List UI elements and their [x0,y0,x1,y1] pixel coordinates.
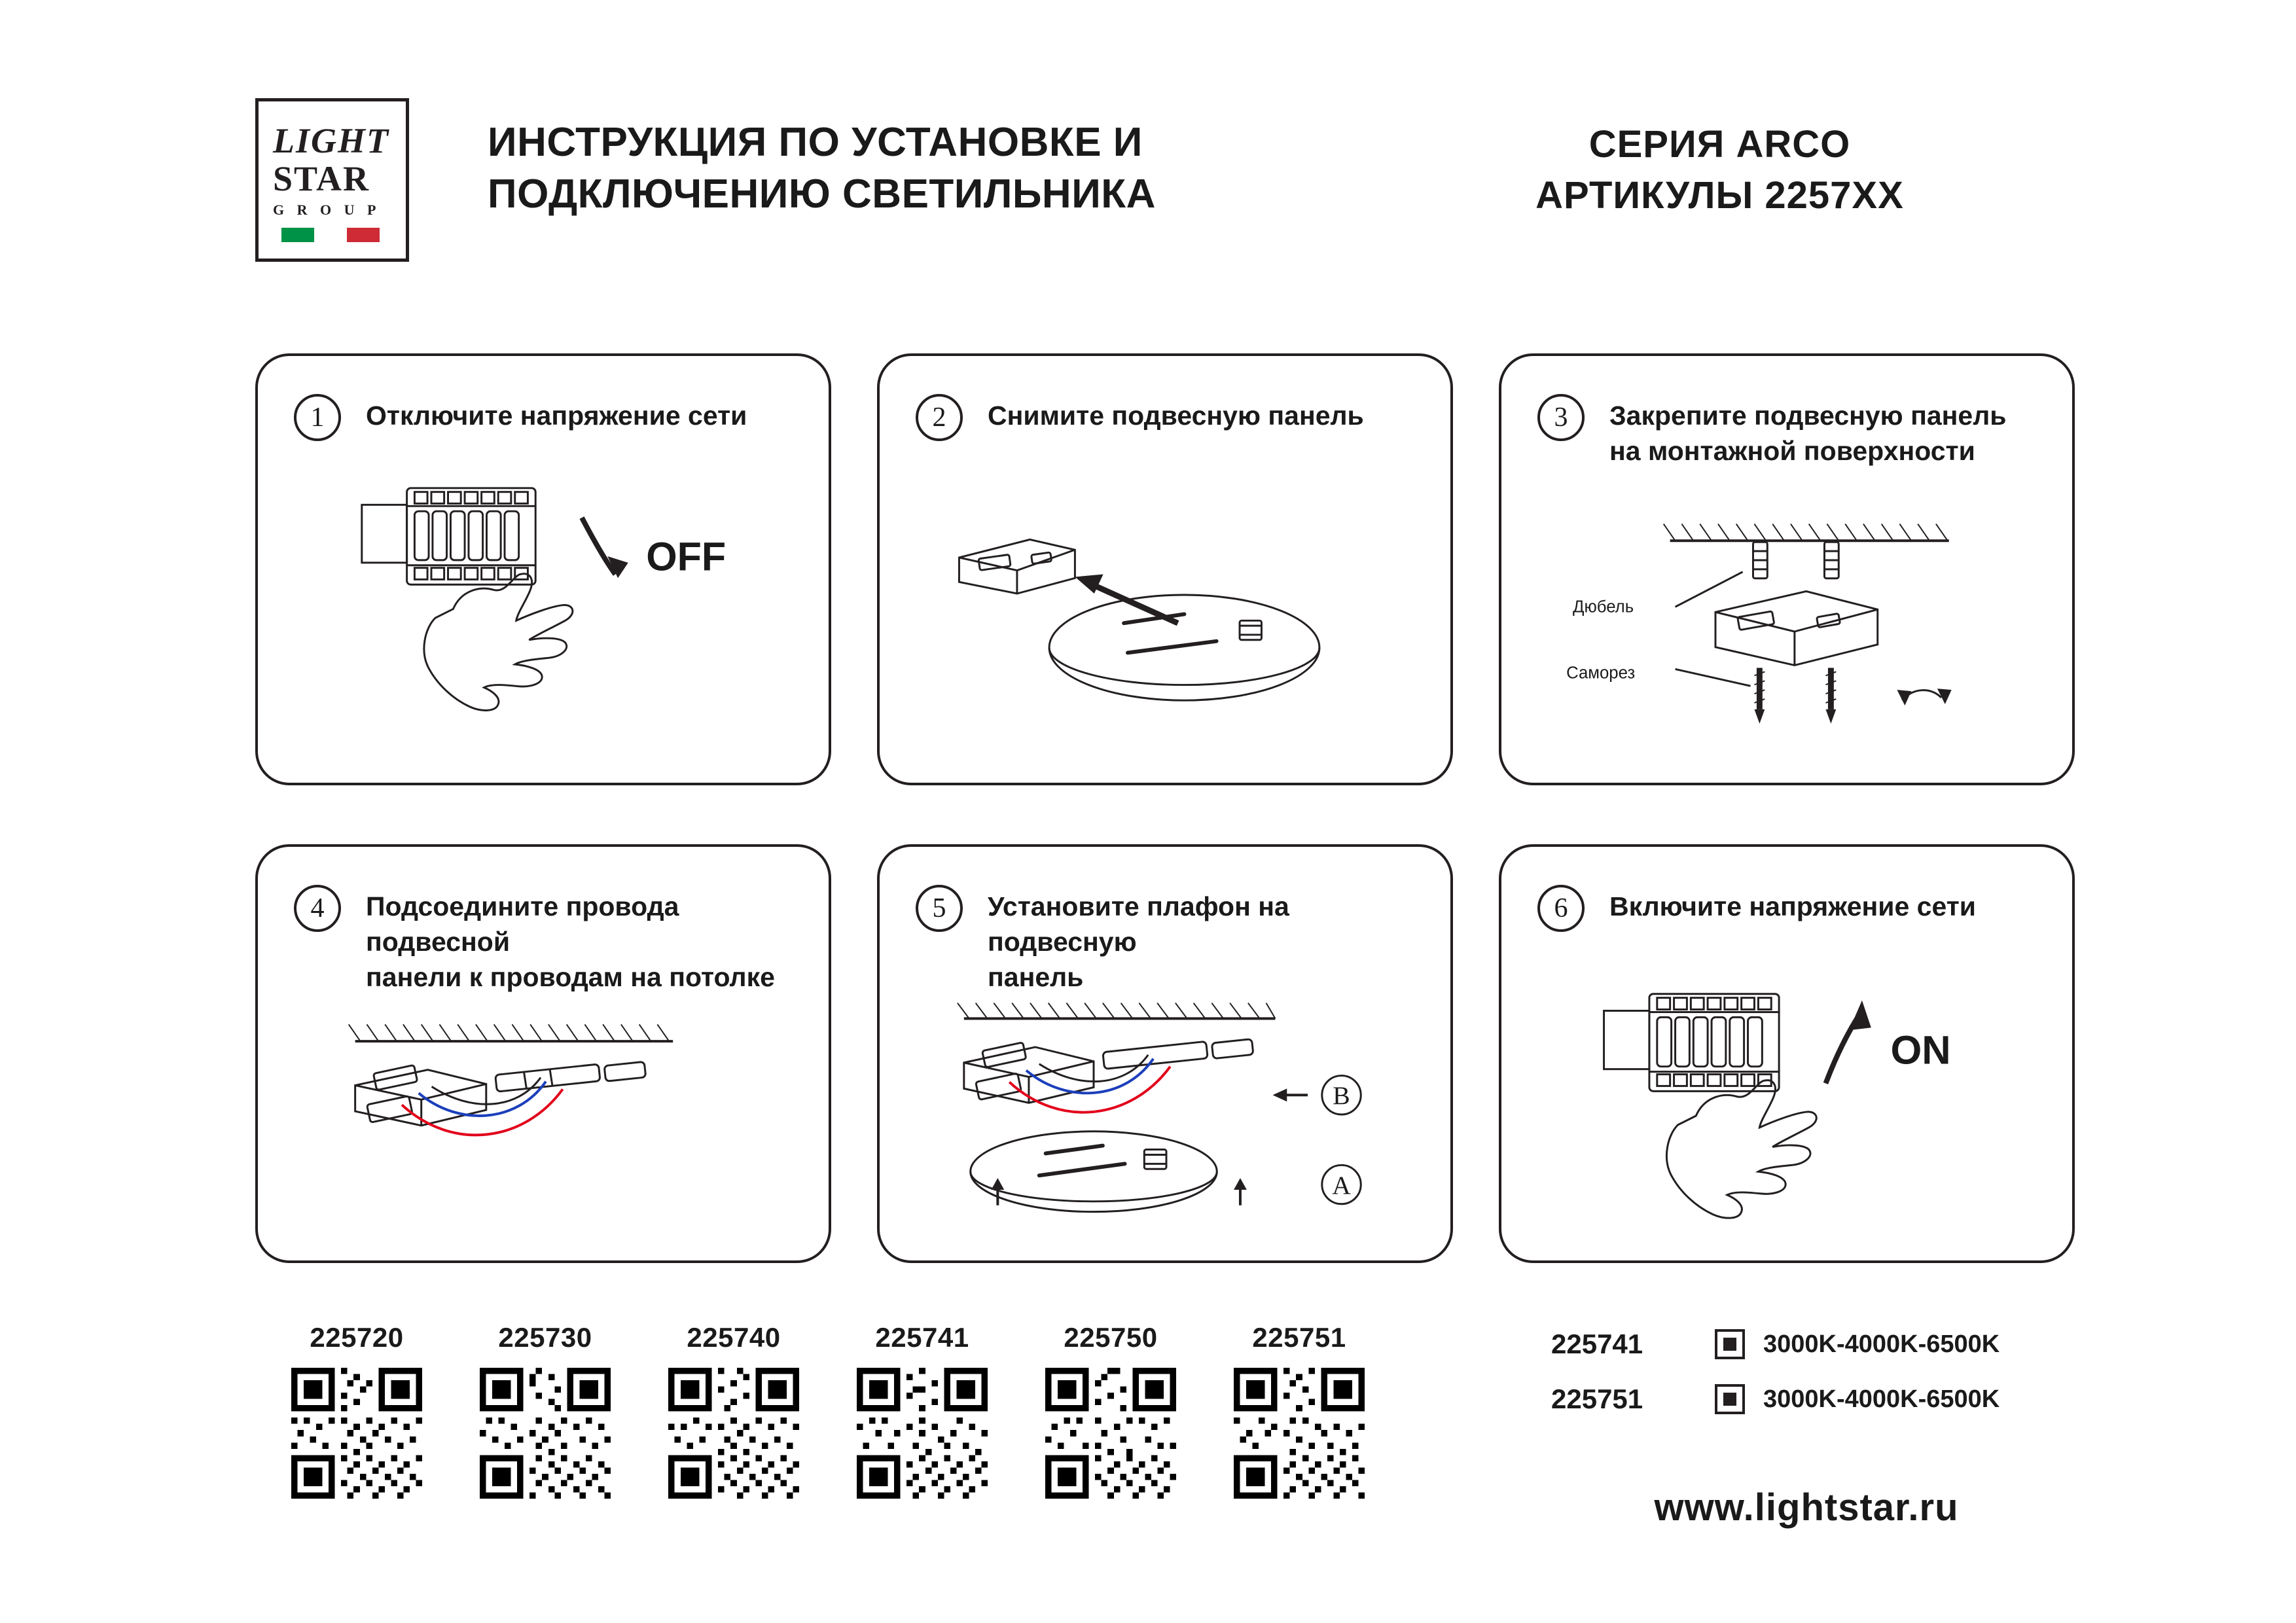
step-3-illustration [1501,480,2072,783]
qr-item [1227,1322,1371,1499]
step-5-text-line-2: панель [988,962,1084,993]
qr-code-image[interactable] [1234,1368,1365,1499]
step-card-2 [877,353,1453,785]
step-card-6 [1499,844,2075,1263]
website-link[interactable]: www.lightstar.ru [1654,1486,1959,1529]
step-1-number: 1 [294,394,341,441]
qr-code-label: 225751 [1252,1322,1346,1353]
qr-code-image[interactable] [291,1368,422,1499]
qr-item [662,1322,806,1499]
qr-item [850,1322,994,1499]
step-5-marker-b: B [1333,1081,1350,1111]
step-2-header [880,356,1450,441]
step-3-text [1609,394,2006,469]
qr-code-label: 225730 [498,1322,592,1353]
step-5-illustration [880,971,1450,1260]
qr-code-list [285,1322,1371,1499]
page-header [255,98,2049,288]
step-2-illustration [880,480,1450,783]
logo-line-2: STAR [273,159,370,198]
step-2-text [988,394,1364,433]
step-1-off-label: OFF [646,534,726,579]
temperature-values: 3000K-4000K-6500K [1763,1385,2000,1413]
step-5-text-line-1: Установите плафон на подвесную [988,891,1289,957]
step-3-number: 3 [1537,394,1585,441]
qr-code-label: 225741 [875,1322,969,1353]
step-1-header [258,356,829,441]
color-temperature-icon [1715,1329,1745,1359]
step-card-1 [255,353,831,785]
step-5-number: 5 [916,885,963,932]
qr-item [285,1322,429,1499]
qr-code-label: 225720 [310,1322,404,1353]
qr-code-image[interactable] [668,1368,799,1499]
series-articles: АРТИКУЛЫ 2257XX [1535,174,1904,217]
step-4-number: 4 [294,885,341,932]
step-3-header [1501,356,2072,469]
temperature-article: 225741 [1551,1329,1643,1359]
logo-line-1: LIGHT [273,121,389,160]
step-6-number: 6 [1537,885,1585,932]
qr-code-label: 225740 [687,1322,781,1353]
qr-code-image[interactable] [857,1368,988,1499]
step-card-4 [255,844,831,1263]
qr-item [473,1322,617,1499]
step-6-text [1609,885,1976,924]
step-4-illustration [258,971,829,1260]
step-3-dowel-label: Дюбель [1573,597,1634,616]
temperature-values: 3000K-4000K-6500K [1763,1330,2000,1358]
color-temperature-list [1551,1329,2062,1438]
color-temperature-icon [1715,1384,1745,1414]
italian-flag-icon [281,228,380,242]
series-info [1391,98,2049,222]
temperature-row [1551,1329,2062,1360]
step-6-illustration [1501,971,2072,1260]
step-3-text-line-2: на монтажной поверхности [1609,436,1975,467]
logo-line-3: G R O U P [273,202,381,218]
step-1-text-line-1: Отключите напряжение сети [366,401,747,431]
step-6-text-line-1: Включите напряжение сети [1609,891,1977,921]
step-card-3 [1499,353,2075,785]
title-line-2: ПОДКЛЮЧЕНИЮ СВЕТИЛЬНИКА [488,171,1156,217]
step-1-illustration [258,480,829,783]
step-4-text-line-1: Подсоедините провода подвесной [366,891,679,957]
title-line-1: ИНСТРУКЦИЯ ПО УСТАНОВКЕ И [488,120,1143,165]
step-2-text-line-1: Снимите подвесную панель [988,401,1364,431]
temperature-article: 225751 [1551,1383,1643,1414]
qr-code-label: 225750 [1064,1322,1158,1353]
series-name: СЕРИЯ ARCO [1588,123,1851,166]
step-1-text [366,394,747,433]
temperature-row [1551,1383,2062,1415]
brand-logo [255,98,409,262]
step-2-number: 2 [916,394,963,441]
qr-item [1039,1322,1183,1499]
qr-code-image[interactable] [480,1368,611,1499]
step-3-text-line-1: Закрепите подвесную панель [1609,401,2007,431]
step-6-header [1501,847,2072,932]
step-3-screw-label: Саморез [1566,664,1636,683]
step-card-5 [877,844,1453,1263]
document-title [488,98,1352,221]
step-4-text-line-2: панели к проводам на потолке [366,962,775,993]
step-6-on-label: ON [1890,1027,1951,1073]
qr-code-image[interactable] [1045,1368,1176,1499]
step-5-marker-a: A [1332,1170,1351,1200]
